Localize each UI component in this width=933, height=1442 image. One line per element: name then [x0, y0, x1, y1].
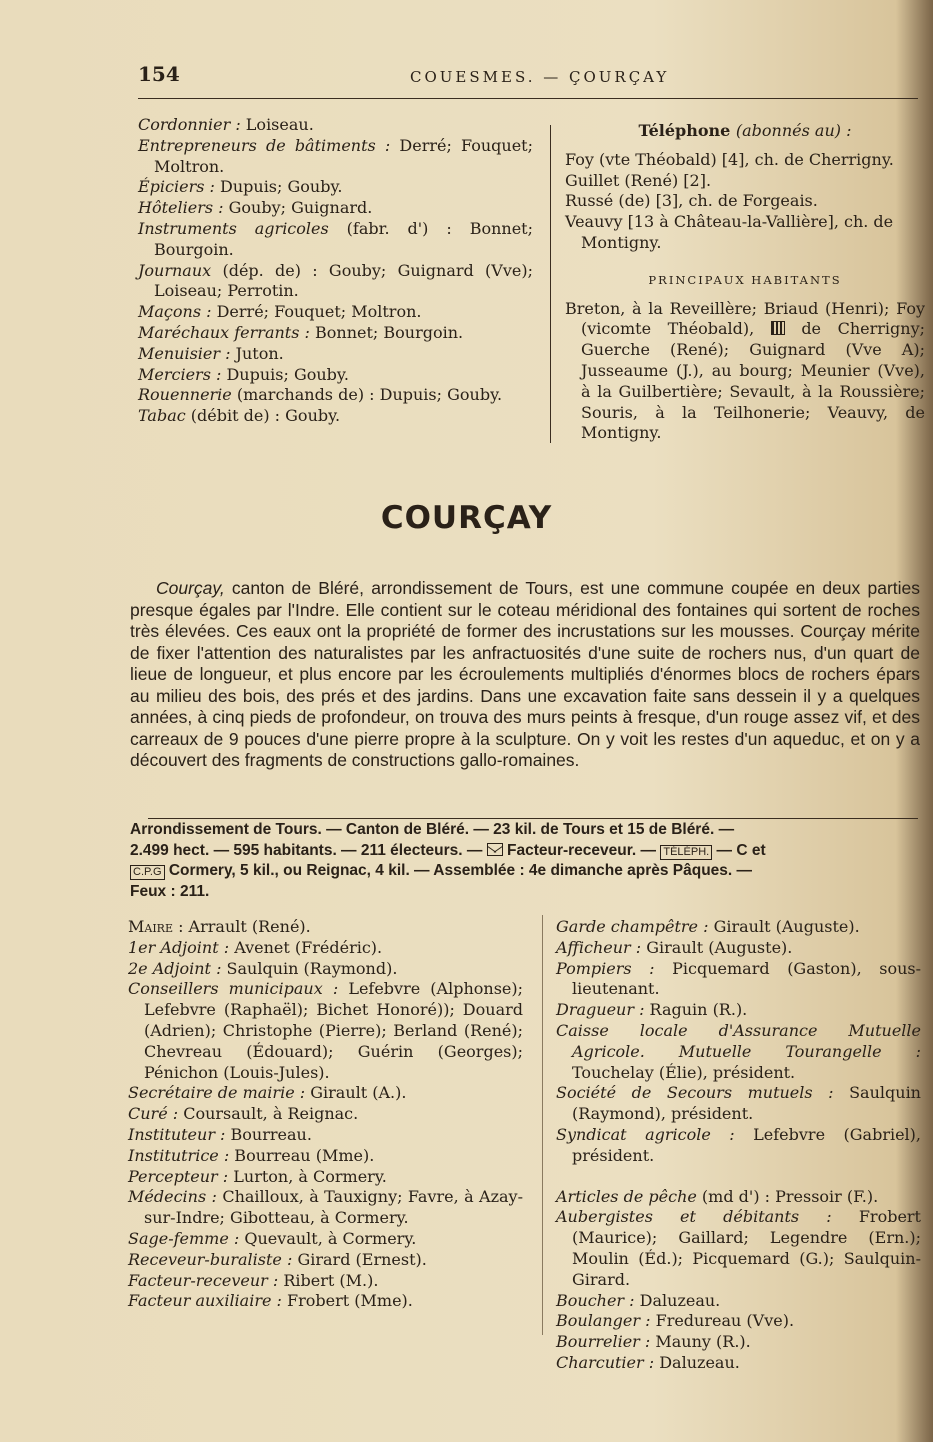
official-entry	[128, 1187, 523, 1229]
stats-line-2a: 2.499 hect. — 595 habitants. — 211 électeurs. —	[130, 841, 483, 859]
entry-label: Facteur auxiliaire :	[128, 1291, 282, 1311]
cpg-box: C.P.G	[130, 865, 165, 880]
habitants-text-a: Breton, à la Reveillère; Briaud (Henri); Foy (vicomte Théobald),	[565, 298, 925, 339]
entry-label: Conseillers municipaux :	[128, 979, 339, 999]
entry-text: Bonnet; Bourgoin.	[309, 322, 464, 342]
entry-label: Maréchaux ferrants :	[138, 322, 310, 342]
stats-line-3-text: Cormery, 5 kil., ou Reignac, 4 kil. — Assemblée : 4e dimanche après Pâques. —	[164, 862, 753, 879]
official-entry	[128, 1229, 523, 1250]
entry-text: Gouby; Guignard.	[223, 198, 373, 218]
official-entry	[128, 1167, 523, 1188]
entry-text: Lefebvre (Gabriel), président.	[572, 1124, 921, 1165]
entry-label: Pompiers :	[556, 958, 655, 978]
entry-text: Girault (Auguste).	[708, 917, 860, 936]
habitants-text-b: de Cherrigny; Guerche (René); Guignard (Vve A); Jusseaume (J.), au bourg; Meunier (Vve), à la Guilbertière; Sevault, à la Roussière; Souris, à la Teilhonerie; Veauvy, de Montigny.	[581, 319, 925, 443]
entry-label: Facteur-receveur :	[128, 1270, 279, 1290]
entry-label: Instituteur :	[128, 1124, 226, 1144]
telephone-entry: Russé (de) [3], ch. de Forgeais.	[565, 191, 818, 211]
trade-entry	[138, 177, 533, 198]
entry-text: Raguin (R.).	[644, 1000, 748, 1020]
entry-label: Bourrelier :	[556, 1332, 651, 1352]
column-divider	[550, 125, 551, 443]
entry-text: Arrault (René).	[183, 917, 311, 936]
telephone-entry: Veauvy [13 à Château-la-Vallière], ch. de Montigny.	[565, 212, 894, 252]
trade-entry	[138, 198, 533, 219]
entry-text: (md d') : Pressoir (F.).	[696, 1186, 879, 1206]
entry-text: (dép. de) : Gouby; Guignard (Vve); Loiseau; Perrotin.	[154, 260, 533, 301]
trade-entry	[138, 406, 533, 427]
page-header	[138, 62, 918, 90]
entry-text: Frobert (Maurice); Gaillard; Legendre (Ern.); Moulin (Éd.); Picquemard (G.); Saulquin-Girard.	[572, 1207, 921, 1289]
entry-label: Merciers :	[138, 364, 222, 384]
stats-line-1: Arrondissement de Tours. — Canton de Bléré. — 23 kil. de Tours et 15 de Bléré. —	[130, 821, 735, 838]
trade-entry	[138, 219, 533, 261]
entry-text: Derré; Fouquet; Moltron.	[154, 135, 533, 176]
entry-label: Secrétaire de mairie :	[128, 1083, 306, 1103]
trade-entry	[138, 115, 533, 136]
association-entry	[556, 1000, 921, 1021]
entry-text: Bourreau.	[225, 1124, 312, 1144]
trade-entry	[556, 1311, 921, 1332]
entry-label: Charcutier :	[556, 1352, 655, 1372]
stats-line-2	[130, 841, 920, 862]
trade-entry	[138, 365, 533, 386]
trade-entry	[138, 302, 533, 323]
stats-line-4: Feux : 211.	[130, 882, 210, 900]
entry-label: Médecins :	[128, 1187, 217, 1207]
trade-entry	[138, 261, 533, 303]
entry-text: Quevault, à Cormery.	[239, 1228, 417, 1248]
entry-text: Mauny (R.).	[650, 1332, 751, 1352]
entry-label: Journaux	[138, 260, 212, 280]
entry-text: Girault (Auguste).	[641, 937, 793, 957]
entry-text: (marchands de) : Dupuis; Gouby.	[231, 385, 503, 405]
official-entry	[128, 1125, 523, 1146]
entry-text: Ribert (M.).	[278, 1270, 379, 1290]
courcay-trades-list	[556, 1187, 921, 1374]
entry-text: Daluzeau.	[634, 1290, 721, 1310]
entry-label: Dragueur :	[556, 1000, 645, 1020]
entry-label: Tabac	[138, 406, 186, 426]
stats-line-2b: Facteur-receveur. —	[502, 841, 657, 859]
entry-text: Touchelay (Élie), président.	[572, 1062, 796, 1082]
association-entry	[556, 959, 921, 1001]
telephone-entry: Foy (vte Théobald) [4], ch. de Cherrigny.	[565, 149, 894, 169]
entry-label: Percepteur :	[128, 1166, 229, 1186]
trade-entry	[138, 344, 533, 365]
entry-label: Afficheur :	[556, 937, 642, 957]
entry-text: Loiseau.	[240, 115, 314, 134]
habitants-paragraph	[565, 299, 925, 445]
entry-label: Caisse locale d'Assurance Mutuelle Agricole. Mutuelle Tourangelle :	[556, 1020, 921, 1061]
page-number: 154	[138, 62, 180, 86]
associations-list	[556, 917, 921, 1167]
entry-label: Receveur-buraliste :	[128, 1249, 293, 1269]
trade-entry	[138, 385, 533, 406]
entry-label: Entrepreneurs de bâtiments :	[138, 135, 391, 155]
association-entry	[556, 938, 921, 959]
official-entry	[128, 1146, 523, 1167]
entry-label: Cordonnier :	[138, 115, 241, 134]
official-entry	[128, 959, 523, 980]
entry-text: Lefebvre (Alphonse); Lefebvre (Raphaël); Bichet Honoré)); Douard (Adrien); Christophe (Pierre); Berland (René); Chevreau (Édouard); Guérin (Georges); Pénichon (Louis-Jules).	[144, 979, 524, 1082]
entry-text: (débit de) : Gouby.	[185, 406, 341, 426]
entry-label: Maçons :	[138, 302, 212, 322]
official-entry	[128, 1271, 523, 1292]
official-entry	[128, 1083, 523, 1104]
official-entry	[128, 1104, 523, 1125]
official-entry	[128, 1250, 523, 1271]
telephone-label: Téléphone	[638, 121, 731, 140]
officials-list	[128, 917, 523, 1312]
association-entry	[556, 917, 921, 938]
entry-label: 1er Adjoint :	[128, 937, 230, 957]
entry-text: Derré; Fouquet; Moltron.	[211, 302, 422, 322]
official-entry	[128, 938, 523, 959]
association-entry	[556, 1083, 921, 1125]
trade-entry	[556, 1291, 921, 1312]
intro-text: canton de Bléré, arrondissement de Tours, est une commune coupée en deux parties presque égales par l'Indre. Elle contient sur le coteau méridional des fontaines qui sortent de roches très élevées. Ces eaux ont la propriété de former des incrustations sur les mousses. Courçay mérite de fixer l'attention des naturalistes par les anfractuosités d'une suite de rochers nus, d'un quart de lieue de longueur, et plus encore par les écroulements multipliés d'énormes blocs de rochers épars au milieu des bois, des prés et des jardins. Dans une excavation faite sans dessein il y a quelques années, à cinq pieds de profondeur, on trouva des murs peints à fresque, d'un rouge assez vif, et des carreaux de 9 pouces d'une pierre propre à la sculpture. On y voit les restes d'un aqueduc, et on y a découvert des fragments de constructions gallo-romaines.	[130, 578, 920, 770]
entry-label: Société de Secours mutuels :	[556, 1083, 834, 1103]
intro-paragraph	[130, 578, 920, 772]
entry-label: Hôteliers :	[138, 198, 224, 218]
entry-text: Dupuis; Gouby.	[221, 364, 349, 384]
entry-label: Aubergistes et débitants :	[556, 1207, 832, 1227]
entry-text: Avenet (Frédéric).	[229, 937, 383, 957]
header-rule	[138, 98, 918, 99]
official-entry	[128, 979, 523, 1083]
entry-text: Chailloux, à Tauxigny; Favre, à Azay-sur-Indre; Gibotteau, à Cormery.	[144, 1187, 523, 1228]
telephone-entry: Guillet (René) [2].	[565, 170, 712, 190]
entry-text: Picquemard (Gaston), sous-lieutenant.	[572, 958, 921, 999]
entry-label: Rouennerie	[138, 385, 232, 405]
castle-icon	[771, 321, 785, 335]
entry-text: Lurton, à Cormery.	[228, 1166, 387, 1186]
trade-entry	[556, 1353, 921, 1374]
entry-text: Fredureau (Vve).	[650, 1311, 795, 1331]
entry-label: Curé :	[128, 1104, 179, 1124]
entry-label: Sage-femme :	[128, 1228, 240, 1248]
entry-text: (fabr. d') : Bonnet; Bourgoin.	[154, 218, 534, 259]
stats-rule	[148, 818, 918, 819]
entry-text: Girard (Ernest).	[292, 1249, 427, 1269]
envelope-icon	[487, 843, 503, 856]
official-entry	[128, 1291, 523, 1312]
habitants-heading: PRINCIPAUX HABITANTS	[648, 272, 842, 287]
entry-text: Saulquin (Raymond).	[221, 958, 398, 978]
trade-entry	[138, 323, 533, 344]
stats-line-3	[130, 861, 920, 882]
entry-label: Instruments agricoles	[138, 218, 329, 238]
intro-name: Courçay,	[156, 578, 225, 598]
stats-line-2c: — C et	[712, 841, 766, 859]
teleph-box: TÉLÉPH.	[660, 845, 712, 860]
telephone-list	[565, 150, 925, 254]
entry-label: Syndicat agricole :	[556, 1124, 735, 1144]
trade-entry	[556, 1187, 921, 1208]
entry-text: Girault (A.).	[305, 1083, 407, 1103]
trade-entry	[556, 1332, 921, 1353]
entry-text: Juton.	[230, 343, 284, 363]
entry-label: Articles de pêche	[556, 1186, 697, 1206]
entry-text: Dupuis; Gouby.	[214, 177, 343, 197]
entry-label: Garde champêtre :	[556, 917, 709, 936]
entry-text: Saulquin (Raymond), président.	[572, 1083, 921, 1124]
couesmes-right-column	[565, 121, 925, 444]
telephone-sub: (abonnés au) :	[735, 121, 852, 140]
entry-label: Maire :	[128, 917, 184, 936]
entry-label: 2e Adjoint :	[128, 958, 222, 978]
trade-entry	[556, 1207, 921, 1290]
stats-block	[130, 820, 920, 902]
entry-label: Épiciers :	[138, 177, 215, 197]
section-title: COURÇAY	[380, 500, 553, 536]
couesmes-trades-list	[138, 115, 533, 427]
entry-label: Menuisier :	[138, 343, 231, 363]
trade-entry	[138, 136, 533, 178]
entry-label: Boucher :	[556, 1290, 635, 1310]
telephone-heading	[565, 121, 925, 142]
entry-text: Coursault, à Reignac.	[178, 1104, 359, 1124]
official-entry	[128, 917, 523, 938]
column-divider-lower	[542, 915, 543, 1335]
association-entry	[556, 1021, 921, 1083]
entry-text: Daluzeau.	[654, 1352, 740, 1372]
running-head: COUESMES. — ÇOURÇAY	[410, 68, 670, 86]
association-entry	[556, 1125, 921, 1167]
entry-label: Boulanger :	[556, 1311, 651, 1331]
entry-text: Frobert (Mme).	[281, 1291, 413, 1311]
entry-label: Institutrice :	[128, 1145, 230, 1165]
officials-right-column	[556, 917, 921, 1374]
entry-text: Bourreau (Mme).	[229, 1145, 375, 1165]
